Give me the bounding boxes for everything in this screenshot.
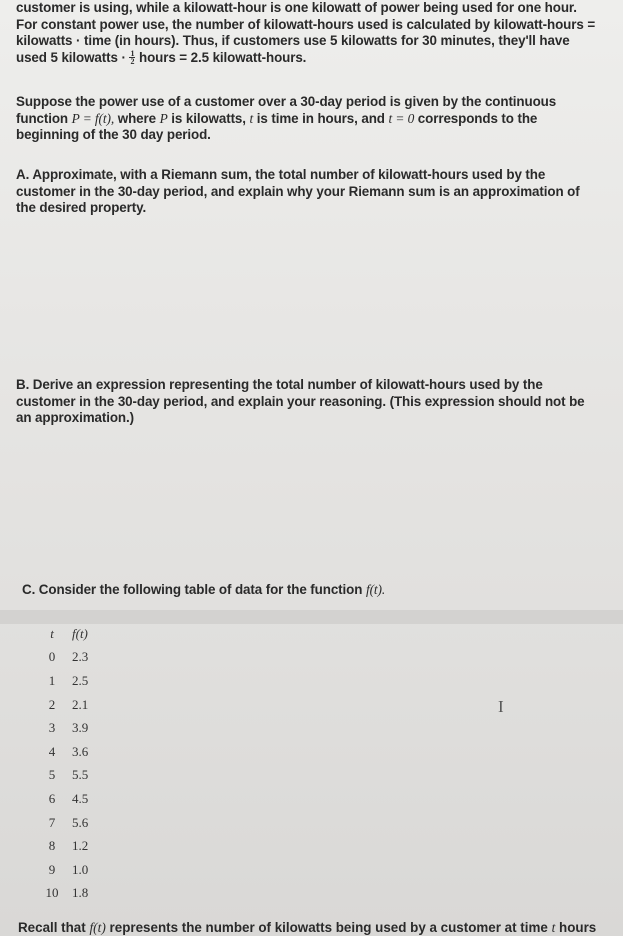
suppose-line-3: beginning of the 30 day period. [16, 127, 211, 142]
part-b-question: B. Derive an expression representing the total number of kilowatt-hours used by the customer in the 30-day period, and explain your reasoning. (This expression should not be an approximation.) [16, 377, 585, 425]
intro-line-3: kilowatts · time (in hours). Thus, if customers use 5 kilowatts for 30 minutes, they'll have [16, 33, 570, 48]
table-row: 4 3.6 [48, 743, 89, 759]
function-data-table [38, 622, 112, 905]
header-f: f(t) [72, 625, 88, 641]
suppose-line-1: Suppose the power use of a customer over a 30-day period is given by the continuous [16, 94, 557, 109]
table-row: 5 5.5 [48, 767, 89, 783]
table-row: 8 1.2 [48, 838, 89, 854]
one-half-fraction: $\frac{1}{2}$ [130, 49, 135, 67]
table-row: 1 2.5 [48, 672, 89, 688]
suppose-line-2: function P = f(t), where P is kilowatts, t is time in hours, and t = 0 corresponds to the [16, 110, 538, 126]
recall-text: Recall that f(t) represents the number of kilowatts being used by a customer at time t hours [18, 920, 597, 935]
table-row: 6 4.5 [48, 790, 89, 806]
intro-line-1: customer is using, while a kilowatt-hour is one kilowatt of power being used for one hour. [16, 0, 577, 15]
intro-paragraph [16, 0, 609, 66]
intro-line-4: used 5 kilowatts · $\frac{1}{2}$ hours = 2.5 kilowatt-hours. [16, 49, 307, 67]
part-a-question: A. Approximate, with a Riemann sum, the total number of kilowatt-hours used by the customer in the 30-day period, and explain why your Riemann sum is an approximation of the desired property. [16, 167, 580, 215]
table-row: 2 2.1 [48, 696, 89, 712]
table-row: 9 1.0 [48, 861, 89, 877]
suppose-paragraph [16, 94, 609, 144]
table-row: 3 3.9 [48, 720, 89, 736]
text-cursor-icon: I [498, 697, 504, 716]
intro-line-2: For constant power use, the number of kilowatt-hours used is calculated by kilowatt-hours = [16, 16, 596, 32]
table-row: 10 1.8 [45, 885, 89, 901]
table-row: 0 2.3 [48, 649, 89, 665]
part-c-question: C. Consider the following table of data for the function f(t). [22, 582, 386, 597]
table-header-row [38, 622, 112, 646]
header-t: t [50, 625, 54, 641]
table-row: 7 5.6 [48, 814, 89, 830]
